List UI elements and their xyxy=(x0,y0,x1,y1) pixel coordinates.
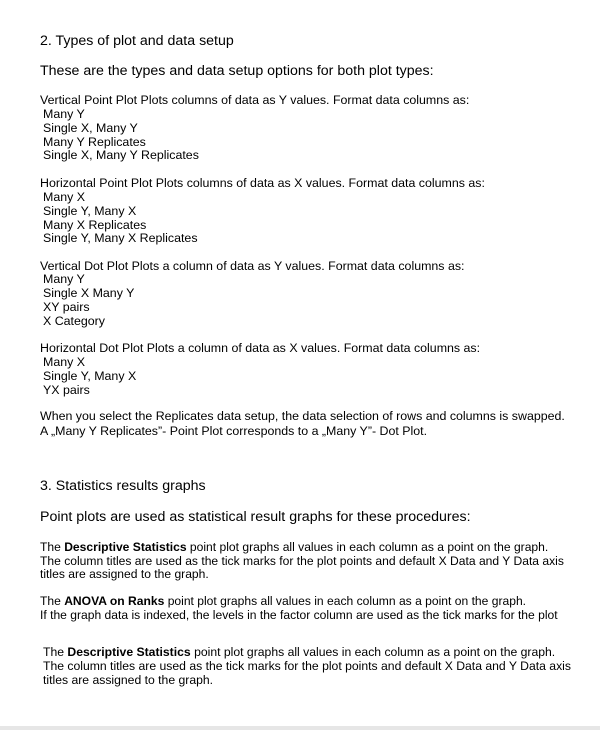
paragraph-line: If the graph data is indexed, the levels in the factor column are used as the tick marks for the plot xyxy=(40,608,558,622)
plot-option: X Category xyxy=(43,314,105,328)
plot-option: Many X xyxy=(43,355,86,369)
plot-option: Many X xyxy=(43,190,86,204)
plot-option: Many Y xyxy=(43,107,85,121)
paragraph-line: titles are assigned to the graph. xyxy=(43,673,214,687)
plot-option: XY pairs xyxy=(43,300,90,314)
plot-option: Many X Replicates xyxy=(43,218,147,232)
procedure-name: Descriptive Statistics xyxy=(64,540,187,554)
plot-option: YX pairs xyxy=(43,383,90,397)
plot-option: Many Y Replicates xyxy=(43,135,146,149)
paragraph-line: The Descriptive Statistics point plot graphs all values in each column as a point on the graph. xyxy=(43,645,556,659)
procedure-name: ANOVA on Ranks xyxy=(64,594,165,608)
plot-option: Single Y, Many X Replicates xyxy=(43,231,198,245)
replicates-note-continued: A „Many Y Replicates”- Point Plot corresponds to a „Many Y”- Dot Plot. xyxy=(40,424,428,438)
plot-option: Single Y, Many X xyxy=(43,204,137,218)
paragraph-line: The column titles are used as the tick marks for the plot points and default X Data and Y Data axis xyxy=(43,659,571,673)
page-bottom-edge xyxy=(0,726,600,730)
section-3-heading: 3. Statistics results graphs xyxy=(40,478,206,494)
procedure-name: Descriptive Statistics xyxy=(67,645,191,659)
plot-type-title: Horizontal Dot Plot Plots a column of data as X values. Format data columns as: xyxy=(40,341,481,355)
plot-option: Single X, Many Y xyxy=(43,121,138,135)
paragraph-line: The column titles are used as the tick marks for the plot points and default X Data and Y Data axis xyxy=(40,554,564,568)
plot-type-title: Vertical Point Plot Plots columns of data as Y values. Format data columns as: xyxy=(40,93,470,107)
section-3-intro: Point plots are used as statistical result graphs for these procedures: xyxy=(40,509,471,525)
section-2-intro: These are the types and data setup options for both plot types: xyxy=(40,63,434,79)
plot-type-title: Vertical Dot Plot Plots a column of data as Y values. Format data columns as: xyxy=(40,259,465,273)
paragraph-line: The Descriptive Statistics point plot graphs all values in each column as a point on the graph. xyxy=(40,540,549,554)
paragraph-line: titles are assigned to the graph. xyxy=(40,567,209,581)
replicates-note: When you select the Replicates data setup, the data selection of rows and columns is swapped. xyxy=(40,409,565,423)
plot-option: Single Y, Many X xyxy=(43,369,137,383)
plot-option: Single X, Many Y Replicates xyxy=(43,148,199,162)
plot-option: Single X Many Y xyxy=(43,286,135,300)
plot-option: Many Y xyxy=(43,272,85,286)
plot-type-title: Horizontal Point Plot Plots columns of data as X values. Format data columns as: xyxy=(40,176,485,190)
paragraph-line: The ANOVA on Ranks point plot graphs all values in each column as a point on the graph. xyxy=(40,594,527,608)
section-2-heading: 2. Types of plot and data setup xyxy=(40,33,234,49)
